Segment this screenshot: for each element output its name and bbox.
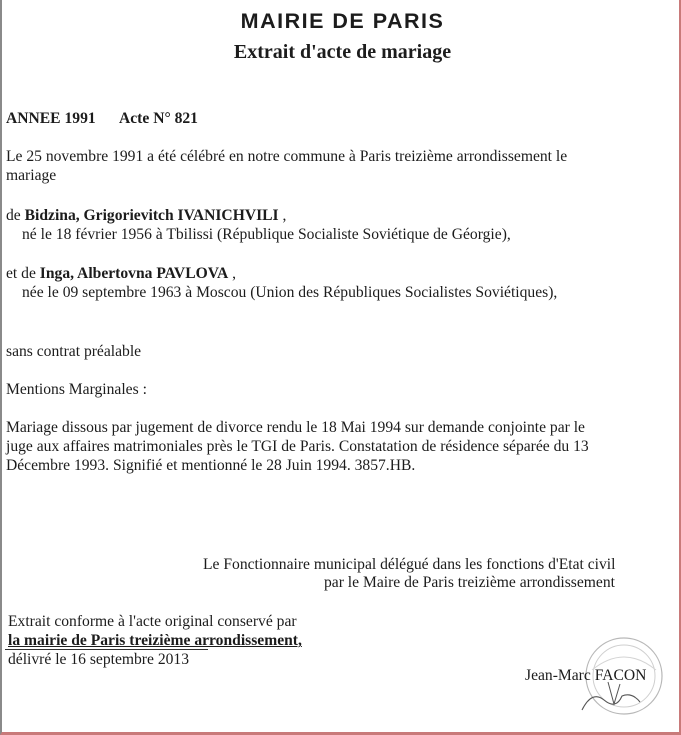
groom-name: Bidzina, Grigorievitch IVANICHVILI <box>24 207 279 224</box>
bride-birth: née le 09 septembre 1963 à Moscou (Union des Républiques Socialistes Soviétiques), <box>22 284 558 301</box>
document-subtitle: Extrait d'acte de mariage <box>233 41 452 63</box>
extract-line-2: la mairie de Paris treizième arrondissement, <box>8 632 302 649</box>
intro-text-line-2: mariage <box>6 167 57 184</box>
intro-text-line-1: Le 25 novembre 1991 a été célébré en notre commune à Paris treizième arrondissement le <box>6 148 568 165</box>
groom-prefix: de <box>6 207 25 224</box>
extract-line-3: délivré le 16 septembre 2013 <box>8 651 190 668</box>
act-number: Acte N° 821 <box>119 110 198 127</box>
bride-name: Inga, Albertovna PAVLOVA <box>39 265 229 282</box>
contract-text: sans contrat préalable <box>6 343 142 360</box>
document-title: MAIRIE DE PARIS <box>240 9 445 33</box>
act-year: ANNEE 1991 <box>6 110 96 127</box>
signatory-name: Jean-Marc FACON <box>525 667 647 684</box>
official-line-2: par le Maire de Paris treizième arrondissement <box>324 574 615 591</box>
extract-line-1: Extrait conforme à l'acte original conservé par <box>8 613 297 630</box>
bride-suffix: , <box>228 265 237 282</box>
mentions-line-3: Décembre 1993. Signifié et mentionné le 28 Juin 1994. 3857.HB. <box>6 457 416 474</box>
mentions-line-2: juge aux affaires matrimoniales près le TGI de Paris. Constatation de résidence séparée du 13 <box>6 438 589 455</box>
signature-mark <box>582 695 640 710</box>
mentions-line-1: Mariage dissous par jugement de divorce rendu le 18 Mai 1994 sur demande conjointe par le <box>6 419 585 436</box>
groom-birth: né le 18 février 1956 à Tbilissi (République Socialiste Soviétique de Géorgie), <box>22 226 511 243</box>
groom-suffix: , <box>278 207 287 224</box>
bride-line <box>6 264 236 283</box>
mentions-heading: Mentions Marginales : <box>6 381 147 398</box>
groom-line <box>6 206 286 225</box>
bride-prefix: et de <box>6 265 40 282</box>
official-line-1: Le Fonctionnaire municipal délégué dans les fonctions d'Etat civil <box>203 556 616 573</box>
